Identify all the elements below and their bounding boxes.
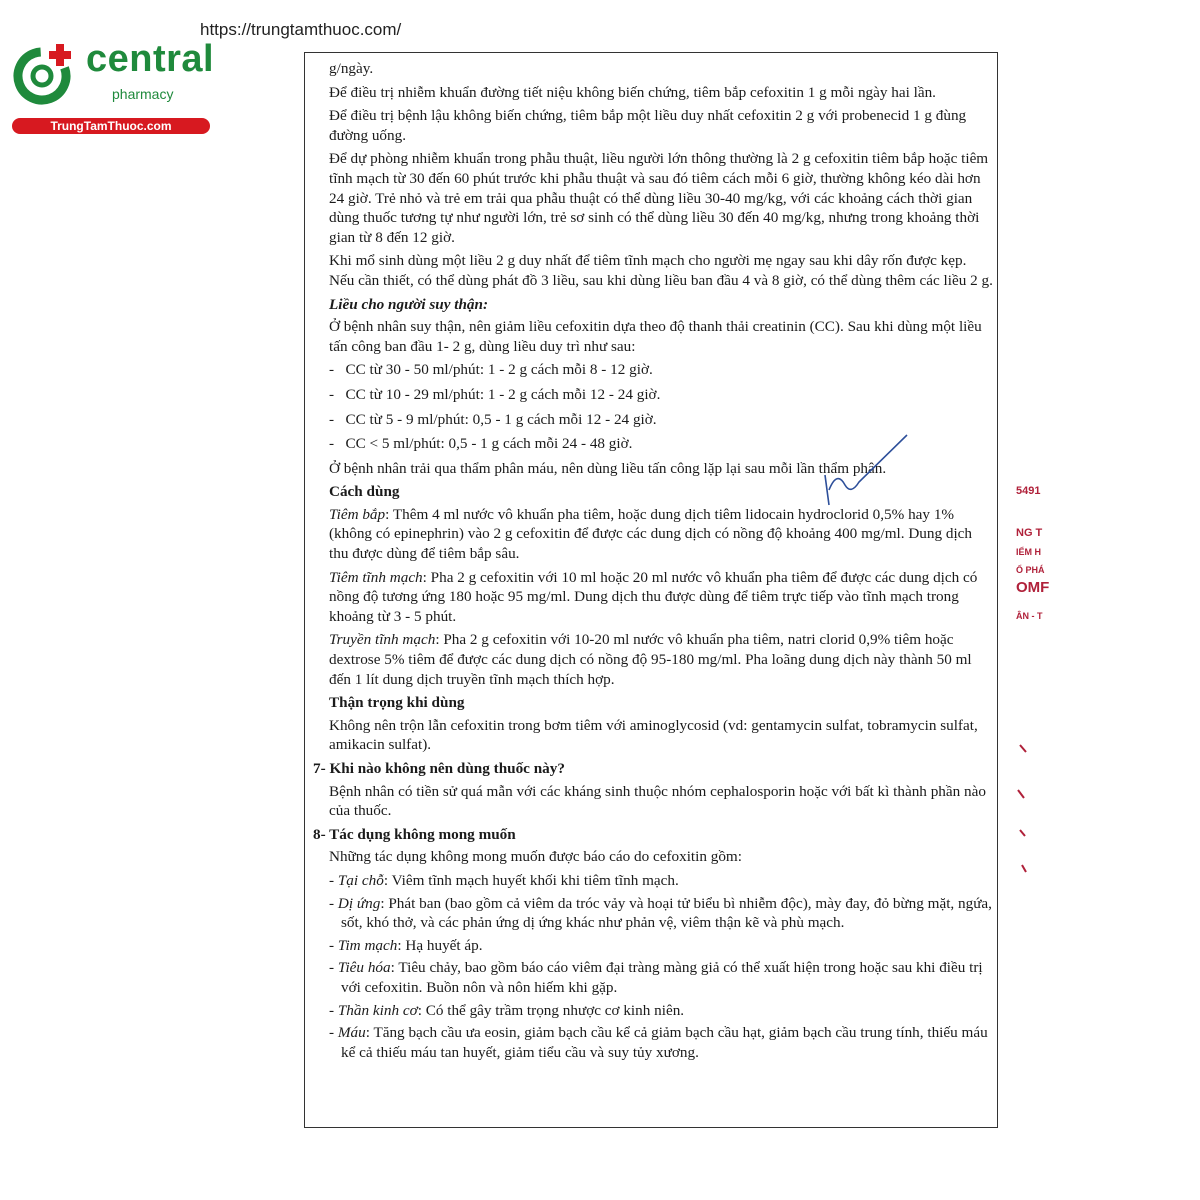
effect-text: : Phát ban (bao gồm cả viêm da tróc vảy và hoại tử biểu bì nhiễm độc), mày đay, đỏ bừng mặt, ngứa, sốt, khó thở, và các phản ứng dị ứng khác như phản vệ, viêm thận kẽ và phù mạch.: [341, 894, 992, 932]
red-margin-marks: [1008, 740, 1028, 880]
route-text: : Thêm 4 ml nước vô khuẩn pha tiêm, hoặc dung dịch tiêm lidocain hydroclorid 0,5% hay 1% (không có epinephrin) vào 2 g cefoxitin để được các dung dịch có nồng độ khoảng 400 mg/ml. Dung dịch thu được dùng để tiêm bắp sâu.: [329, 505, 973, 563]
logo-site-bar: TrungTamThuoc.com: [12, 118, 210, 134]
stamp-text: 5491: [1016, 485, 1041, 497]
list-item: - Tại chỗ: Viêm tĩnh mạch huyết khối khi tiêm tĩnh mạch.: [329, 871, 679, 889]
effect-label: Thần kinh cơ: [337, 1001, 418, 1019]
effect-text: : Tiêu chảy, bao gồm báo cáo viêm đại tràng màng giả có thể xuất hiện trong hoặc sau khi điều trị với cefoxitin. Buồn nôn và nôn hiếm khi gặp.: [341, 959, 983, 996]
route-text: : Pha 2 g cefoxitin với 10-20 ml nước vô khuẩn pha tiêm, natri clorid 0,9% tiêm hoặc dextrose 5% tiêm để được các dung dịch có nồng độ 95-180 mg/ml. Pha loãng dung dịch này thành 50 ml đến 1 lít dung dịch truyền tĩnh mạch thích hợp.: [329, 631, 972, 688]
list-item: - CC từ 30 - 50 ml/phút: 1 - 2 g cách mỗi 8 - 12 giờ.: [329, 361, 653, 379]
list-item: - CC từ 5 - 9 ml/phút: 0,5 - 1 g cách mỗi 12 - 24 giờ.: [329, 410, 657, 428]
list-item-text: CC < 5 ml/phút: 0,5 - 1 g cách mỗi 24 - 48 giờ.: [345, 435, 633, 453]
list-item: - Dị ứng: Phát ban (bao gồm cả viêm da tróc vảy và hoại tử biểu bì nhiễm độc), mày đay, đỏ bừng mặt, ngứa, sốt, khó thở, và các phản ứng dị ứng khác như phản vệ, viêm thận kẽ và phù mạch.: [329, 894, 992, 932]
route-label: Truyền tĩnh mạch: [329, 631, 436, 649]
stamp-text: OMF: [1016, 579, 1050, 596]
document-content: [313, 59, 994, 1065]
effect-label: Tim mạch: [337, 936, 398, 954]
effect-text: : Viêm tĩnh mạch huyết khối khi tiêm tĩnh mạch.: [383, 871, 679, 889]
logo-subtitle: pharmacy: [112, 86, 174, 102]
list-item-text: CC từ 5 - 9 ml/phút: 0,5 - 1 g cách mỗi 12 - 24 giờ.: [345, 410, 657, 428]
paragraph: Ở bệnh nhân trải qua thẩm phân máu, nên dùng liều tấn công lặp lại sau mỗi lần thẩm phân.: [329, 459, 887, 477]
list-item: - Tiêu hóa: Tiêu chảy, bao gồm báo cáo viêm đại tràng màng giả có thể xuất hiện trong hoặc sau khi điều trị với cefoxitin. Buồn nôn và nôn hiếm khi gặp.: [329, 959, 983, 996]
effect-label: Máu: [337, 1024, 366, 1042]
renal-dose-heading: Liều cho người suy thận:: [329, 295, 489, 313]
paragraph: Bệnh nhân có tiền sử quá mẫn với các kháng sinh thuộc nhóm cephalosporin hoặc với bất kì thành phần nào của thuốc.: [329, 782, 986, 820]
caution-heading: Thận trọng khi dùng: [329, 694, 465, 712]
effect-text: : Tăng bạch cầu ưa eosin, giảm bạch cầu kể cả giảm bạch cầu hạt, giảm bạch cầu trung tính, thiếu máu kể cả thiếu máu tan huyết, giảm tiểu cầu và suy tủy xương.: [341, 1024, 988, 1061]
effect-label: Tại chỗ: [337, 871, 384, 889]
usage-heading: Cách dùng: [329, 483, 400, 501]
paragraph: Để điều trị nhiễm khuẩn đường tiết niệu không biến chứng, tiêm bắp cefoxitin 1 g mỗi ngày hai lần.: [329, 83, 936, 101]
list-item-text: CC từ 10 - 29 ml/phút: 1 - 2 g cách mỗi 12 - 24 giờ.: [345, 385, 661, 403]
stamp-text: ÂN - T: [1016, 611, 1043, 621]
paragraph: Để điều trị bệnh lậu không biến chứng, tiêm bắp một liều duy nhất cefoxitin 2 g với probenecid 1 g đùng đường uống.: [329, 107, 967, 144]
effect-text: : Có thể gây trầm trọng nhược cơ kinh niên.: [417, 1001, 685, 1019]
section-7-heading: 7- Khi nào không nên dùng thuốc này?: [313, 760, 565, 777]
paragraph: g/ngày.: [329, 60, 374, 77]
list-item: - CC từ 10 - 29 ml/phút: 1 - 2 g cách mỗi 12 - 24 giờ.: [329, 385, 661, 403]
route-text: : Pha 2 g cefoxitin với 10 ml hoặc 20 ml nước vô khuẩn pha tiêm để được các dung dịch có nồng độ tương ứng 180 hoặc 95 mg/ml. Dung dịch thu được dùng để tiêm trực tiếp vào tĩnh mạch trong khoảng từ 3 - 5 phút.: [329, 568, 978, 625]
paragraph: Những tác dụng không mong muốn được báo cáo do cefoxitin gồm:: [329, 848, 742, 866]
list-item: - Tim mạch: Hạ huyết áp.: [329, 936, 483, 954]
effect-text: : Hạ huyết áp.: [397, 936, 483, 954]
route-label: Tiêm bắp: [329, 505, 386, 523]
paragraph: Không nên trộn lẫn cefoxitin trong bơm tiêm với aminoglycosid (vd: gentamycin sulfat, tobramycin sulfat, amikacin sulfat).: [329, 716, 978, 754]
central-pharmacy-logo: [12, 38, 215, 138]
stamp-text: NG T: [1016, 527, 1043, 539]
logo-cross-icon: [12, 40, 78, 106]
list-item: - Thần kinh cơ: Có thể gây trầm trọng nhược cơ kinh niên.: [329, 1001, 685, 1019]
paragraph: Ở bệnh nhân suy thận, nên giảm liều cefoxitin dựa theo độ thanh thải creatinin (CC). Sau khi dùng một liều tấn công ban đầu 1- 2 g, dùng liều duy trì như sau:: [329, 318, 982, 355]
list-item-text: CC từ 30 - 50 ml/phút: 1 - 2 g cách mỗi 8 - 12 giờ.: [345, 361, 653, 379]
stamp-text: IỂM H: [1016, 547, 1042, 557]
paragraph: Để dự phòng nhiễm khuẩn trong phẫu thuật, liều người lớn thông thường là 2 g cefoxitin tiêm bắp hoặc tiêm tĩnh mạch từ 30 đến 60 phút trước khi phẫu thuật và sau đó tiêm cách mỗi 6 giờ, thường không kéo dài hơn 24 giờ. Trẻ nhỏ và trẻ em trải qua phẫu thuật có thể dùng liều 30-40 mg/kg, với các khoảng cách thời gian dùng thuốc tương tự như người lớn, trẻ sơ sinh có thể dùng liều 30 đến 40 mg/kg, nhưng trong khoảng thời gian từ 8 đến 12 giờ.: [329, 150, 989, 246]
paragraph: [329, 630, 994, 689]
document-page: [304, 52, 998, 1128]
logo-name: central: [86, 38, 215, 80]
effect-label: Dị ứng: [337, 894, 381, 912]
red-stamp-fragment: [1010, 485, 1050, 645]
stamp-text: Ổ PHÁ: [1016, 565, 1045, 575]
paragraph: Khi mổ sinh dùng một liều 2 g duy nhất để tiêm tĩnh mạch cho người mẹ ngay sau khi dây rốn được kẹp. Nếu cần thiết, có thể dùng phát đồ 3 liều, sau khi dùng liều ban đầu 4 và 8 giờ, có thể dùng thêm các liều 2 g.: [329, 252, 993, 289]
list-item: - CC < 5 ml/phút: 0,5 - 1 g cách mỗi 24 - 48 giờ.: [329, 435, 633, 453]
source-url[interactable]: https://trungtamthuoc.com/: [200, 20, 402, 39]
list-item: - Máu: Tăng bạch cầu ưa eosin, giảm bạch cầu kể cả giảm bạch cầu hạt, giảm bạch cầu trung tính, thiếu máu kể cả thiếu máu tan huyết, giảm tiểu cầu và suy tủy xương.: [329, 1024, 988, 1061]
paragraph: [329, 568, 994, 627]
effect-label: Tiêu hóa: [337, 959, 391, 977]
signature-mark: [815, 430, 915, 530]
route-label: Tiêm tĩnh mạch: [329, 568, 423, 586]
section-8-heading: 8- Tác dụng không mong muốn: [313, 825, 516, 843]
